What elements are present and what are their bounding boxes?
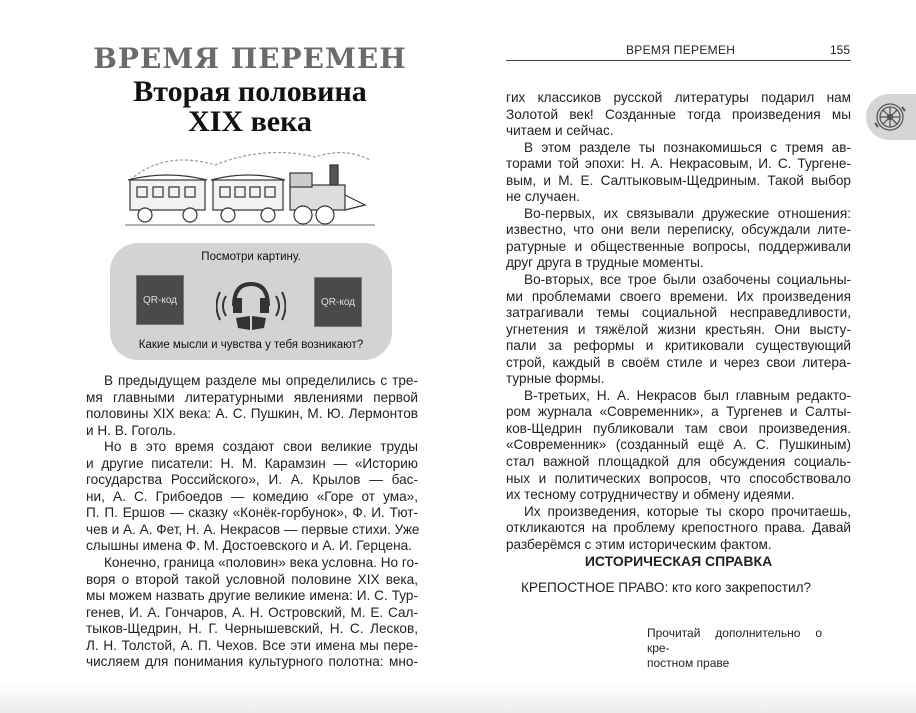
text-line: строй, каждый в своём стиле и через свои литера- — [506, 354, 851, 370]
text-line: гих классиков русской литературы подарил нам — [506, 90, 851, 105]
text-line: вым, и М. Е. Салтыковым-Щедриным. Такой выбор — [506, 172, 851, 188]
paragraph — [506, 504, 851, 554]
section-title: ВРЕМЯ ПЕРЕМЕН — [93, 42, 407, 75]
text-line: стал важной площадкой для обсуждения социаль- — [506, 454, 851, 470]
paragraph — [86, 439, 418, 555]
text-line: воря о второй такой условной половине XIX века, — [86, 571, 418, 587]
wheel-icon — [872, 99, 908, 135]
right-body-text — [506, 90, 851, 553]
text-line: «Современник» (созданный ещё А. С. Пушкиным) — [506, 437, 851, 453]
text-line: угнетения и тяжёлой жизни крестьян. Они высту- — [506, 321, 851, 337]
text-line: Во-вторых, все трое были озабочены социальны- — [524, 272, 851, 288]
media-box-question: Какие мысли и чувства у тебя возникают? — [138, 339, 364, 351]
text-line: мы можем назвать другие великие имена: И. С. Тур- — [86, 588, 418, 604]
text-line: ни, А. С. Грибоедов — комедию «Горе от ума», — [86, 488, 418, 504]
text-line: тыков-Щедрин, Н. Г. Чернышевский, Н. С. Лесков, — [86, 621, 418, 637]
text-line: П. П. Ершов — сказку «Конёк-горбунок», Ф. И. Тют- — [86, 505, 418, 521]
text-line: затрагивали темы социальной несправедливости, — [506, 305, 851, 321]
headphones-book-icon — [216, 278, 286, 330]
extra-reading-line-2: постном праве — [647, 656, 730, 670]
text-line: генев, И. А. Гончаров, А. Н. Островский, М. Е. Сал- — [86, 604, 418, 620]
text-line: их тесному сотрудничеству и обмену идеями. — [506, 487, 795, 503]
text-line: числяем для понимания культурного полотна: мно- — [86, 654, 418, 670]
qr-code-right[interactable]: QR-код — [314, 277, 362, 327]
text-line: не случаен. — [506, 189, 580, 205]
text-line: и Н. В. Гоголь. — [86, 422, 177, 438]
text-line: ных и политических вопросов, что способствовало — [506, 470, 851, 486]
extra-reading-line-1: Прочитай дополнительно о кре- — [647, 626, 822, 655]
history-heading: ИСТОРИЧЕСКАЯ СПРАВКА — [584, 553, 773, 569]
chapter-subtitle-2: XIX века — [188, 105, 312, 138]
text-line: читаем и сейчас. — [506, 123, 614, 139]
paragraph — [86, 555, 418, 671]
text-line: друг друга в трудные моменты. — [506, 255, 704, 271]
media-box-prompt: Посмотри картину. — [201, 251, 301, 263]
text-line: откликаются на проблему крепостного права. Давай — [506, 520, 851, 536]
running-head: ВРЕМЯ ПЕРЕМЕН — [626, 43, 736, 57]
text-line: ков-Щедрин публиковали там свои произведения. — [506, 420, 851, 436]
paragraph — [506, 272, 851, 388]
text-line: Л. Н. Толстой, А. П. Чехов. Все эти имена мы пере- — [86, 637, 418, 653]
left-body-text — [86, 373, 418, 671]
text-line: пали за реформы и критиковали существующий — [506, 338, 851, 354]
text-line: и другие писатели: Н. М. Карамзин — «Историю — [86, 455, 418, 471]
page-number: 155 — [830, 43, 851, 57]
page-bottom-shadow — [0, 683, 916, 713]
text-line: ми проблемами своего времени. Их произведения — [506, 288, 851, 304]
text-line: Во-первых, их связывали дружеские отношения: — [524, 205, 851, 221]
text-line: слышны имена Ф. М. Достоевского и А. И. Герцена. — [86, 538, 412, 554]
chapter-subtitle: Вторая половина — [133, 75, 367, 108]
paragraph — [506, 90, 851, 140]
text-line: Конечно, граница «половин» века условна. Но го- — [104, 555, 419, 571]
text-line: известно, что они вели переписку, обсуждали лите- — [506, 222, 851, 238]
text-line: В предыдущем разделе мы определились с тре- — [104, 373, 418, 388]
text-line: В этом разделе ты познакомишься с тремя ав- — [524, 139, 851, 155]
text-line: ром журнала «Современник», а Тургенев и Салты- — [506, 404, 851, 420]
text-line: торами той эпохи: Н. А. Некрасовым, И. С. Тургене- — [506, 156, 851, 172]
extra-reading-note[interactable] — [647, 626, 822, 671]
paragraph — [506, 140, 851, 206]
paragraph — [506, 388, 851, 504]
text-line: В-третьих, Н. А. Некрасов был главным редакто- — [524, 387, 851, 403]
text-line: ратурные и общественные вопросы, поддерживали — [506, 238, 851, 254]
text-line: мя главными литературными явлениями первой — [86, 389, 418, 405]
header-rule — [506, 60, 851, 61]
text-line: чев и А. А. Фет, Н. А. Некрасов — первые стихи. Уже — [86, 521, 420, 537]
train-illustration — [125, 135, 375, 230]
media-box — [110, 243, 392, 360]
text-line: Их произведения, которые ты скоро прочитаешь, — [524, 503, 851, 519]
history-topic — [521, 580, 811, 595]
history-topic-rest: кто кого закрепостил? — [668, 580, 812, 595]
text-line: Но в это время создают свои великие труды — [104, 439, 418, 455]
text-line: турные формы. — [506, 371, 605, 387]
text-line: разберёмся с этим историческим фактом. — [506, 536, 772, 552]
history-topic-caps: КРЕПОСТНОЕ ПРАВО: — [521, 580, 669, 595]
text-line: государства Российского», И. А. Крылов — бас- — [86, 472, 418, 488]
section-tab[interactable] — [866, 94, 916, 140]
text-line: Золотой век! Созданные тогда произведения мы — [506, 106, 851, 122]
text-line: половины XIX века: А. С. Пушкин, М. Ю. Лермонтов — [86, 406, 418, 422]
qr-code-left[interactable]: QR-код — [136, 275, 184, 325]
paragraph — [506, 206, 851, 272]
paragraph — [86, 373, 418, 439]
